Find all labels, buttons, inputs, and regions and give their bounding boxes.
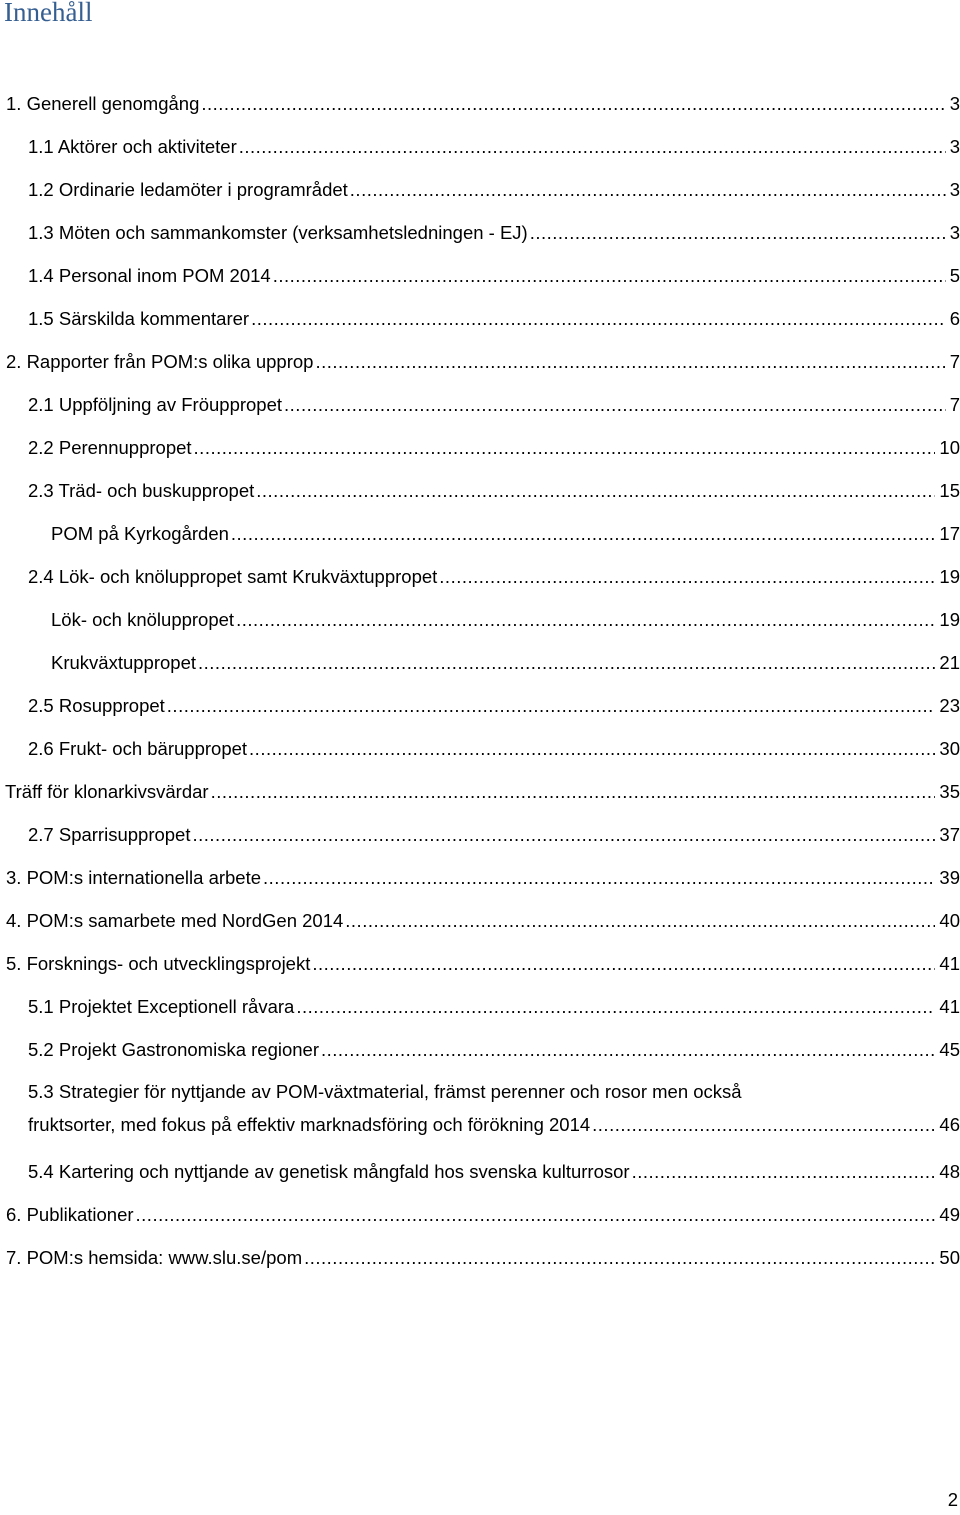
toc-entry-label: 2. Rapporter från POM:s olika upprop (6, 351, 314, 372)
toc-dot-leader (201, 93, 945, 115)
toc-entry[interactable] (6, 347, 960, 373)
toc-entry-label: 6. Publikationer (6, 1204, 134, 1225)
toc-entry-label: 5.4 Kartering och nyttjande av genetisk mångfald hos svenska kulturrosor (28, 1161, 630, 1182)
toc-entry[interactable] (28, 562, 960, 588)
toc-entry-line (28, 1114, 960, 1136)
toc-dot-leader (239, 136, 946, 158)
toc-page-number: 7 (949, 394, 960, 415)
toc-dot-leader (249, 738, 935, 760)
toc-page-number: 35 (939, 781, 960, 802)
toc-entry[interactable] (28, 1081, 960, 1141)
toc-entry[interactable] (6, 863, 960, 889)
toc-page-number: 5 (949, 265, 960, 286)
toc-entry[interactable] (51, 519, 960, 545)
toc-page-number: 41 (939, 996, 960, 1017)
toc-entry-label: 2.4 Lök- och knöluppropet samt Krukväxtuppropet (28, 566, 438, 587)
toc-entry-label: 2.2 Perennuppropet (28, 437, 192, 458)
toc-dot-leader (315, 351, 945, 373)
toc-entry[interactable] (6, 949, 960, 975)
toc-dot-leader (251, 308, 946, 330)
toc-page-number: 3 (949, 136, 960, 157)
page-number: 2 (947, 1489, 958, 1510)
toc-entry[interactable] (28, 390, 960, 416)
toc-entry[interactable] (28, 992, 960, 1018)
toc-page-number: 3 (949, 222, 960, 243)
toc-page-number: 46 (939, 1114, 960, 1135)
toc-page-number: 37 (939, 824, 960, 845)
toc-entry[interactable] (28, 1035, 960, 1061)
toc-page-number: 17 (939, 523, 960, 544)
toc-entry[interactable] (28, 304, 960, 330)
toc-dot-leader (296, 996, 935, 1018)
toc-entry-label: 4. POM:s samarbete med NordGen 2014 (6, 910, 344, 931)
toc-entry[interactable] (28, 820, 960, 846)
toc-entry[interactable] (6, 1200, 960, 1226)
toc-entry[interactable] (51, 605, 960, 631)
toc-page-number: 21 (939, 652, 960, 673)
toc-dot-leader (312, 953, 935, 975)
toc-page-number: 15 (939, 480, 960, 501)
toc-page-number: 40 (939, 910, 960, 931)
toc-dot-leader (263, 867, 935, 889)
toc-dot-leader (345, 910, 935, 932)
toc-entry[interactable] (28, 175, 960, 201)
toc-dot-leader (211, 781, 936, 803)
toc-page-number: 19 (939, 609, 960, 630)
toc-entry-label: 2.7 Sparrisuppropet (28, 824, 191, 845)
toc-entry[interactable] (28, 433, 960, 459)
toc-dot-leader (321, 1039, 935, 1061)
toc-dot-leader (236, 609, 935, 631)
toc-dot-leader (350, 179, 946, 201)
toc-entry[interactable] (28, 1157, 960, 1183)
toc-dot-leader (231, 523, 936, 545)
toc-dot-leader (592, 1114, 935, 1136)
toc-dot-leader (198, 652, 935, 674)
toc-entry[interactable] (51, 648, 960, 674)
toc-entry[interactable] (28, 218, 960, 244)
toc-page-number: 10 (939, 437, 960, 458)
toc-page-number: 49 (939, 1204, 960, 1225)
toc-entry-label: 1. Generell genomgång (6, 93, 200, 114)
toc-entry-label: 7. POM:s hemsida: www.slu.se/pom (6, 1247, 303, 1268)
toc-dot-leader (194, 437, 936, 459)
toc-page-number: 23 (939, 695, 960, 716)
toc-entry[interactable] (6, 89, 960, 115)
toc-entry[interactable] (28, 476, 960, 502)
toc-entry[interactable] (28, 132, 960, 158)
toc-entry-label: Krukväxtuppropet (51, 652, 197, 673)
toc-entry-label: 1.1 Aktörer och aktiviteter (28, 136, 237, 157)
toc-page-number: 7 (949, 351, 960, 372)
toc-entry-label: 2.6 Frukt- och bäruppropet (28, 738, 248, 759)
toc-entry-label: 5.3 Strategier för nyttjande av POM-växtmaterial, främst perenner och rosor men också (28, 1081, 742, 1102)
toc-entry-label: 2.3 Träd- och buskuppropet (28, 480, 255, 501)
toc-entry-label: 1.2 Ordinarie ledamöter i programrådet (28, 179, 348, 200)
toc-dot-leader (193, 824, 936, 846)
toc-page-number: 45 (939, 1039, 960, 1060)
toc-page-number: 41 (939, 953, 960, 974)
toc-page-number: 39 (939, 867, 960, 888)
toc-entry[interactable] (6, 1243, 960, 1269)
toc-dot-leader (304, 1247, 935, 1269)
toc-entry-label: fruktsorter, med fokus på effektiv marknadsföring och förökning 2014 (28, 1114, 591, 1135)
toc-page-number: 3 (949, 93, 960, 114)
toc-dot-leader (530, 222, 946, 244)
toc-dot-leader (632, 1161, 936, 1183)
toc-entry-label: 2.1 Uppföljning av Fröuppropet (28, 394, 283, 415)
toc-entry[interactable] (28, 261, 960, 287)
toc-entry-label: 5.2 Projekt Gastronomiska regioner (28, 1039, 319, 1060)
toc-dot-leader (167, 695, 936, 717)
toc-heading: Innehåll (4, 0, 93, 27)
toc-dot-leader (256, 480, 935, 502)
toc-entry-label: 1.5 Särskilda kommentarer (28, 308, 250, 329)
toc-entry-label: 3. POM:s internationella arbete (6, 867, 262, 888)
toc-dot-leader (284, 394, 946, 416)
toc-entry-label: 5. Forsknings- och utvecklingsprojekt (6, 953, 311, 974)
toc-page-number: 6 (949, 308, 960, 329)
toc-page-number: 50 (939, 1247, 960, 1268)
toc-entry[interactable] (5, 777, 960, 803)
toc-entry-label: POM på Kyrkogården (51, 523, 229, 544)
toc-dot-leader (273, 265, 946, 287)
toc-entry-label: 2.5 Rosuppropet (28, 695, 165, 716)
toc-entry-label: 1.3 Möten och sammankomster (verksamhetsledningen - EJ) (28, 222, 528, 243)
toc-page-number: 30 (939, 738, 960, 759)
toc-page-number: 19 (939, 566, 960, 587)
toc-entry[interactable] (6, 906, 960, 932)
toc-entry-label: 1.4 Personal inom POM 2014 (28, 265, 271, 286)
toc-page-number: 3 (949, 179, 960, 200)
toc-entry[interactable] (28, 691, 960, 717)
toc-dot-leader (439, 566, 935, 588)
toc-page-number: 48 (939, 1161, 960, 1182)
toc-entry-label: Träff för klonarkivsvärdar (5, 781, 209, 802)
toc-entry-label: Lök- och knöluppropet (51, 609, 235, 630)
toc-entry-label: 5.1 Projektet Exceptionell råvara (28, 996, 295, 1017)
toc-entry[interactable] (28, 734, 960, 760)
toc-dot-leader (136, 1204, 936, 1226)
